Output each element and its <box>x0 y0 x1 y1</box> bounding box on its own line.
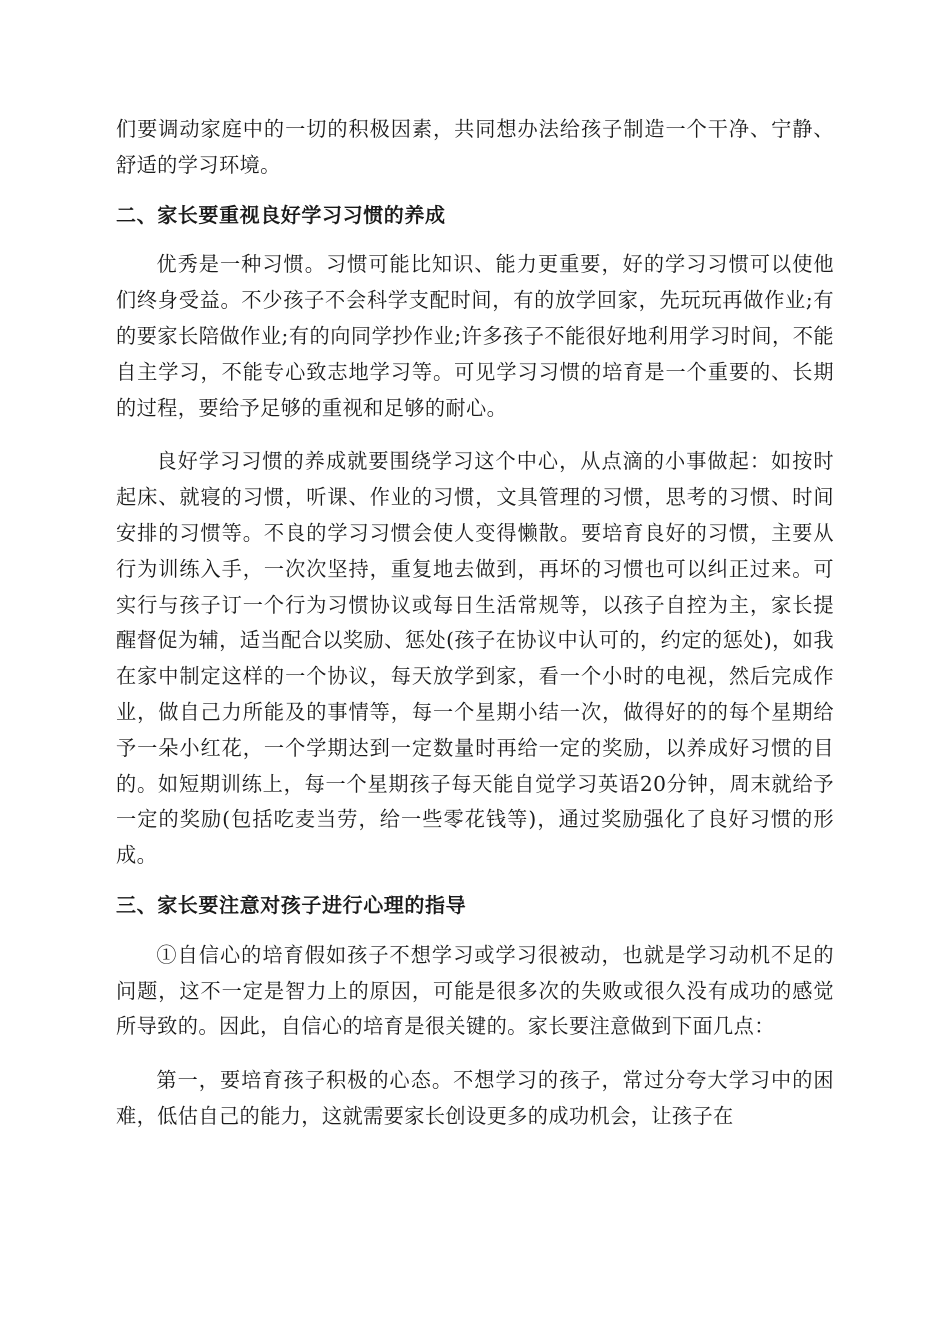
paragraph-habits-method: 良好学习习惯的养成就要围绕学习这个中心，从点滴的小事做起：如按时起床、就寝的习惯，听课、作业的习惯，文具管理的习惯，思考的习惯、时间安排的习惯等。不良的学习习惯会使人变得懒散。要培育良好的习惯，主要从行为训练入手，一次次坚持，重复地去做到，再坏的习惯也可以纠正过来。可实行与孩子订一个行为习惯协议或每日生活常规等，以孩子自控为主，家长提醒督促为辅，适当配合以奖励、惩处(孩子在协议中认可的，约定的惩处)，如我在家中制定这样的一个协议，每天放学到家，看一个小时的电视，然后完成作业，做自己力所能及的事情等，每一个星期小结一次，做得好的的每个星期给予一朵小红花，一个学期达到一定数量时再给一定的奖励，以养成好习惯的目的。如短期训练上，每一个星期孩子每天能自觉学习英语20分钟，周末就给予一定的奖励(包括吃麦当劳，给一些零花钱等)，通过奖励强化了良好习惯的形成。 <box>116 449 834 868</box>
paragraph-positive-mindset: 第一，要培育孩子积极的心态。不想学习的孩子，常过分夸大学习中的困难，低估自己的能力，这就需要家长创设更多的成功机会，让孩子在 <box>116 1068 834 1128</box>
document-page <box>116 112 834 1135</box>
paragraph-habits-intro: 优秀是一种习惯。习惯可能比知识、能力更重要，好的学习习惯可以使他们终身受益。不少孩子不会科学支配时间，有的放学回家，先玩玩再做作业;有的要家长陪做作业;有的向同学抄作业;许多孩子不能很好地利用学习时间，不能自主学习，不能专心致志地学习等。可见学习习惯的培育是一个重要的、长期的过程，要给予足够的重视和足够的耐心。 <box>116 252 834 420</box>
paragraph-confidence: ①自信心的培育假如孩子不想学习或学习很被动，也就是学习动机不足的问题，这不一定是智力上的原因，可能是很多次的失败或很久没有成功的感觉所导致的。因此，自信心的培育是很关键的。家长要注意做到下面几点： <box>116 942 834 1039</box>
section-heading-2: 二、家长要重视良好学习习惯的养成 <box>116 202 446 227</box>
section-heading-3: 三、家长要注意对孩子进行心理的指导 <box>116 892 467 917</box>
paragraph-continued: 们要调动家庭中的一切的积极因素，共同想办法给孩子制造一个干净、宁静、舒适的学习环境。 <box>116 117 834 177</box>
